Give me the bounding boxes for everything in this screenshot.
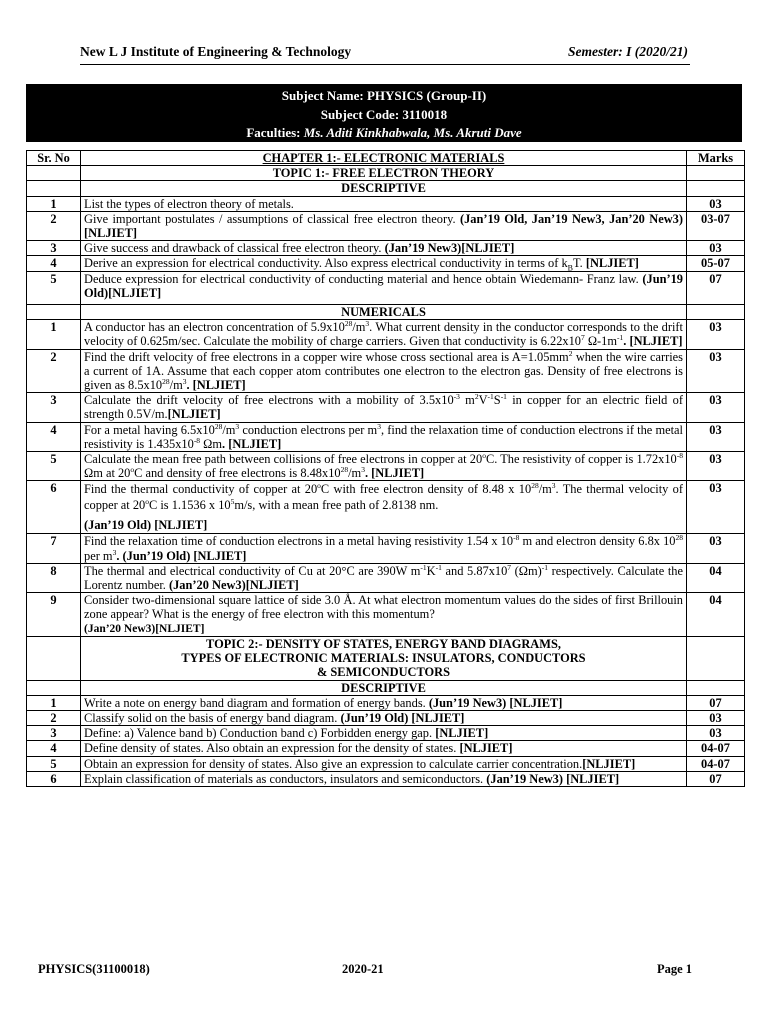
table-cell <box>687 181 745 196</box>
table-row <box>27 741 745 756</box>
text-fragment: 6 <box>27 771 81 786</box>
text-fragment: 7 <box>507 562 512 572</box>
text-fragment: (Jan’20 New3)[NLJIET] <box>84 622 205 635</box>
text-fragment: 03 <box>687 481 745 534</box>
text-fragment: 04-07 <box>687 741 745 756</box>
chapter-title: CHAPTER 1:- ELECTRONIC MATERIALS <box>81 151 687 166</box>
table-row <box>27 196 745 211</box>
text-fragment: and 5.87x10 <box>441 563 508 578</box>
subject-code: Subject Code: 3110018 <box>320 106 448 122</box>
text-fragment: [NLJIET] <box>582 756 636 771</box>
table-row <box>27 241 745 256</box>
text-fragment: . [NLJIET] <box>623 334 683 349</box>
table-cell <box>81 481 687 534</box>
section-row <box>27 181 745 196</box>
text-fragment: 1 <box>27 196 81 211</box>
text-fragment: 3 <box>27 241 81 256</box>
text-fragment: when the wire carries a current of 1A. Assume that each copper atom contributes one electron to the electron gas. Density of free electrons is given as 8.5x10 <box>84 349 683 393</box>
text-fragment: 3 <box>182 376 187 386</box>
text-fragment: T. <box>573 256 586 271</box>
table-cell <box>687 305 745 320</box>
table-cell <box>81 710 687 725</box>
page-footer <box>38 962 692 978</box>
table-row <box>27 726 745 741</box>
table-row <box>27 452 745 481</box>
text-fragment: /m <box>169 378 183 393</box>
text-fragment: (Jan’20 New3)[NLJIET] <box>165 578 299 593</box>
text-fragment: 5 <box>230 497 235 507</box>
text-fragment: Define density of states. Also obtain an expression for the density of states. <box>84 741 457 756</box>
text-fragment: . [NLJIET] <box>222 436 282 451</box>
footer-subject: PHYSICS(31100018) <box>38 962 150 976</box>
text-fragment: (Jun’19 Old)[NLJIET] <box>84 271 684 300</box>
text-fragment: in copper for an electric field of strength 0.5V/m. <box>84 393 683 422</box>
text-fragment: 3 <box>235 421 240 431</box>
text-fragment: Find the relaxation time of conduction electrons in a metal having resistivity 1.54 x 10 <box>84 534 514 549</box>
text-fragment: Explain classification of materials as conductors, insulators and semiconductors. <box>84 771 484 786</box>
text-fragment: 28 <box>675 533 683 543</box>
table-cell <box>81 695 687 710</box>
text-fragment: /m <box>222 422 236 437</box>
text-fragment: -1 <box>541 562 549 572</box>
table-cell <box>27 636 81 680</box>
section-row <box>27 680 745 695</box>
faculties <box>26 124 742 143</box>
text-fragment: 4 <box>27 741 81 756</box>
text-fragment: C. The resistivity of copper is 1.72x10 <box>485 452 677 467</box>
text-fragment: 2 <box>27 211 81 240</box>
text-fragment: (Jan’19 Old) [NLJIET] <box>84 518 208 533</box>
text-fragment: o <box>482 450 486 460</box>
text-fragment: 8 <box>27 563 81 592</box>
text-fragment: Ms. Aditi Kinkhabwala, Ms. Akruti Dave <box>303 125 522 140</box>
text-fragment: . What current density in the conductor corresponds to the drift velocity of 0.625m/sec. Calculate the mobility of charge carriers. Given that conductivity is 6.22x10 <box>84 320 683 349</box>
text-fragment: [NLJIET] <box>585 256 639 271</box>
text-fragment: Deduce expression for electrical conductivity of conducting material and hence obtain Wiedemann- Franz law. <box>84 271 639 286</box>
text-fragment: C and density of free electrons is 8.48x10 <box>134 466 341 481</box>
text-fragment: . [NLJIET] <box>364 466 425 481</box>
col-sr-header: Sr. No <box>27 151 81 166</box>
text-fragment: Ω-1m <box>584 334 618 349</box>
institute-name: New L J Institute of Engineering & Technology <box>80 44 352 59</box>
text-fragment: C with free electron density of 8.48 x 10 <box>320 482 532 497</box>
text-fragment: 3 <box>551 481 556 491</box>
text-fragment: The thermal and electrical conductivity of Cu at 20°C are 390W m <box>84 563 421 578</box>
text-fragment: /m <box>348 466 362 481</box>
topic-row <box>27 636 745 680</box>
text-fragment: 6 <box>27 481 81 534</box>
table-cell <box>81 741 687 756</box>
section-row <box>27 305 745 320</box>
text-fragment: 2 <box>27 349 81 393</box>
text-fragment: (Jan’19 New3) [NLJIET] <box>483 771 620 786</box>
text-fragment: 7 <box>581 333 585 343</box>
table-cell <box>81 756 687 771</box>
text-fragment: 03 <box>687 320 745 349</box>
table-cell <box>81 452 687 481</box>
table-row <box>27 393 745 422</box>
table-cell <box>81 320 687 349</box>
table-row <box>27 320 745 349</box>
table-row <box>27 271 745 304</box>
text-fragment: A conductor has an electron concentration of 5.9x10 <box>84 320 345 335</box>
text-fragment: -8 <box>513 533 520 543</box>
topic-row <box>27 166 745 181</box>
text-fragment: Derive an expression for electrical conductivity. Also express electrical conductivity in terms of <box>84 256 559 271</box>
text-fragment: . [NLJIET] <box>186 378 246 393</box>
text-fragment: [NLJIET] <box>456 741 513 756</box>
text-fragment: 28 <box>162 376 170 386</box>
text-fragment: m <box>459 393 475 408</box>
text-fragment: 4 <box>27 422 81 451</box>
text-fragment: Calculate the drift velocity of free electrons with a mobility of 3.5x10 <box>84 393 454 408</box>
table-cell <box>81 563 687 592</box>
text-fragment: 2 <box>27 710 81 725</box>
text-fragment: [NLJIET] <box>432 726 489 741</box>
topic2-title <box>81 636 687 680</box>
text-fragment: (Jan’19 New3)[NLJIET] <box>381 241 515 256</box>
text-fragment: -8 <box>193 435 201 445</box>
text-fragment: 28 <box>344 319 353 329</box>
text-fragment: -1 <box>617 333 624 343</box>
descriptive2-heading: DESCRIPTIVE <box>81 680 687 695</box>
descriptive-heading: DESCRIPTIVE <box>81 181 687 196</box>
table-cell <box>81 211 687 240</box>
text-fragment: 28 <box>340 465 349 475</box>
text-fragment: per m <box>84 548 113 563</box>
text-fragment: 5 <box>27 756 81 771</box>
table-row <box>27 422 745 451</box>
text-fragment: TYPES OF ELECTRONIC MATERIALS: INSULATORS, CONDUCTORS <box>181 651 586 666</box>
table-cell <box>27 166 81 181</box>
text-fragment: . The thermal velocity of copper at 20 <box>84 482 683 513</box>
text-fragment: -8 <box>676 450 683 460</box>
table-cell <box>27 181 81 196</box>
text-fragment: 05-07 <box>687 256 745 271</box>
text-fragment: /m <box>352 320 366 335</box>
text-fragment: m/s, with a mean free path of 2.8138 nm. <box>234 498 439 513</box>
numericals-heading: NUMERICALS <box>81 305 687 320</box>
text-fragment: Give important postulates / assumptions of classical free electron theory. <box>84 211 456 226</box>
text-fragment: 3 <box>27 726 81 741</box>
text-fragment: . (Jun’19 Old) [NLJIET] <box>116 548 247 563</box>
text-fragment: 4 <box>27 256 81 271</box>
table-row <box>27 534 745 563</box>
text-fragment: 03-07 <box>687 211 745 240</box>
text-fragment: B <box>567 263 574 273</box>
text-fragment: Calculate the mean free path between collisions of free electrons in copper at 20 <box>84 452 483 467</box>
text-fragment: 04 <box>687 563 745 592</box>
text-fragment: 03 <box>687 710 745 725</box>
text-fragment: Give success and drawback of classical free electron theory. <box>84 241 382 256</box>
text-fragment: 03 <box>687 452 745 481</box>
table-cell <box>27 305 81 320</box>
text-fragment: 3 <box>361 465 365 475</box>
text-fragment: 5 <box>27 271 81 304</box>
table-cell <box>81 393 687 422</box>
text-fragment: 03 <box>687 196 745 211</box>
text-fragment: 2 <box>568 348 573 358</box>
text-fragment: m and electron density 6.8x 10 <box>519 534 676 549</box>
text-fragment: 04 <box>687 593 745 637</box>
text-fragment: Ωm at 20 <box>84 466 131 481</box>
text-fragment: 07 <box>687 271 745 304</box>
header-rule <box>80 64 690 65</box>
table-cell <box>27 680 81 695</box>
text-fragment: 03 <box>687 393 745 422</box>
table-cell <box>81 726 687 741</box>
text-fragment: k <box>561 256 568 271</box>
question-table <box>26 150 745 787</box>
text-fragment: 2 <box>474 392 479 402</box>
text-fragment: TOPIC 2:- DENSITY OF STATES, ENERGY BAND DIAGRAMS, <box>206 636 561 651</box>
page-number: Page 1 <box>656 962 692 976</box>
text-fragment: respectively. Calculate the Lorentz number. <box>84 563 683 593</box>
text-fragment: Classify solid on the basis of energy band diagram. <box>84 710 338 725</box>
table-cell <box>687 680 745 695</box>
text-fragment: o <box>130 465 135 475</box>
text-fragment: 03 <box>687 726 745 741</box>
text-fragment: V <box>478 393 488 408</box>
text-fragment: Find the thermal conductivity of copper at 20 <box>84 482 318 497</box>
text-fragment: Obtain an expression for density of states. Also give an expression to calculate carrier concentration. <box>84 756 583 771</box>
table-cell <box>81 196 687 211</box>
table-row <box>27 256 745 271</box>
text-fragment: 3 <box>377 421 381 431</box>
text-fragment: 28 <box>531 481 539 491</box>
subject-name: Subject Name: PHYSICS (Group-II) <box>281 88 487 103</box>
text-fragment: Write a note on energy band diagram and formation of energy bands. <box>84 695 426 710</box>
table-cell <box>81 534 687 563</box>
col-marks-header: Marks <box>687 151 745 166</box>
text-fragment: conduction electrons per m <box>239 422 378 437</box>
page-header <box>80 44 688 62</box>
table-row <box>27 771 745 786</box>
text-fragment: (Jun’19 Old) [NLJIET] <box>337 710 465 725</box>
text-fragment: 1 <box>27 320 81 349</box>
table-cell <box>81 241 687 256</box>
text-fragment: Define: a) Valence band b) Conduction band c) Forbidden energy gap. <box>84 726 433 741</box>
text-fragment: , find the relaxation time of conduction electrons if the metal resistivity is 1.435x10 <box>84 422 683 451</box>
text-fragment: (Jun’19 New3) [NLJIET] <box>425 695 563 710</box>
text-fragment: o <box>145 497 149 507</box>
text-fragment: 9 <box>27 593 81 637</box>
text-fragment: & SEMICONDUCTORS <box>317 665 450 680</box>
topic1-title: TOPIC 1:- FREE ELECTRON THEORY <box>81 166 687 181</box>
table-row <box>27 756 745 771</box>
text-fragment: 03 <box>687 534 745 563</box>
text-fragment: 04-07 <box>687 756 745 771</box>
text-fragment: S <box>493 393 501 408</box>
text-fragment: Faculties: <box>246 125 301 140</box>
table-row <box>27 710 745 725</box>
table-cell <box>81 271 687 304</box>
table-cell <box>81 422 687 451</box>
text-fragment: -1 <box>487 392 494 402</box>
table-cell <box>81 771 687 786</box>
text-fragment: 1 <box>27 695 81 710</box>
text-fragment: -3 <box>453 392 460 402</box>
table-row <box>27 349 745 393</box>
text-fragment: /m <box>538 482 552 497</box>
text-fragment: Ωm <box>200 436 223 451</box>
table-cell <box>81 256 687 271</box>
footer-year: 2020-21 <box>342 962 384 976</box>
text-fragment: 07 <box>687 771 745 786</box>
chapter-row <box>27 151 745 166</box>
text-fragment: List the types of electron theory of metals. <box>84 196 294 211</box>
text-fragment: 7 <box>27 534 81 563</box>
text-fragment: 07 <box>687 695 745 710</box>
text-fragment: Consider two-dimensional square lattice of side 3.0 Å. At what electron momentum values do the sides of first Brillouin zone appear? What is the energy of free electron with this momentum? <box>84 593 683 622</box>
text-fragment: -1 <box>435 562 442 572</box>
text-fragment: 28 <box>214 421 223 431</box>
text-fragment: (Jan’19 Old, Jan’19 New3, Jan’20 New3)[NLJIET] <box>84 211 683 241</box>
text-fragment: K <box>426 563 436 578</box>
table-cell <box>687 166 745 181</box>
text-fragment: o <box>317 481 321 491</box>
table-cell <box>81 593 687 637</box>
table-cell <box>81 349 687 393</box>
text-fragment: 3 <box>365 319 370 329</box>
text-fragment: [NLJIET] <box>167 407 221 422</box>
table-row <box>27 593 745 637</box>
text-fragment: (Ωm) <box>511 563 542 578</box>
subject-banner <box>26 84 742 142</box>
table-row <box>27 695 745 710</box>
text-fragment: 3 <box>27 393 81 422</box>
table-cell <box>687 636 745 680</box>
text-fragment: 3 <box>112 547 117 557</box>
text-fragment: 03 <box>687 349 745 393</box>
text-fragment: Find the drift velocity of free electrons in a copper wire whose cross sectional area is A=1.05mm <box>84 349 569 364</box>
text-fragment: 03 <box>687 422 745 451</box>
text-fragment: 03 <box>687 241 745 256</box>
table-row <box>27 563 745 592</box>
text-fragment: -1 <box>500 392 507 402</box>
table-row <box>27 211 745 240</box>
text-fragment: -1 <box>420 562 427 572</box>
table-row <box>27 481 745 534</box>
semester-label: Semester: I (2020/21) <box>568 44 688 59</box>
text-fragment: 5 <box>27 452 81 481</box>
text-fragment: For a metal having 6.5x10 <box>84 422 215 437</box>
text-fragment: C is 1.1536 x 10 <box>149 498 231 513</box>
